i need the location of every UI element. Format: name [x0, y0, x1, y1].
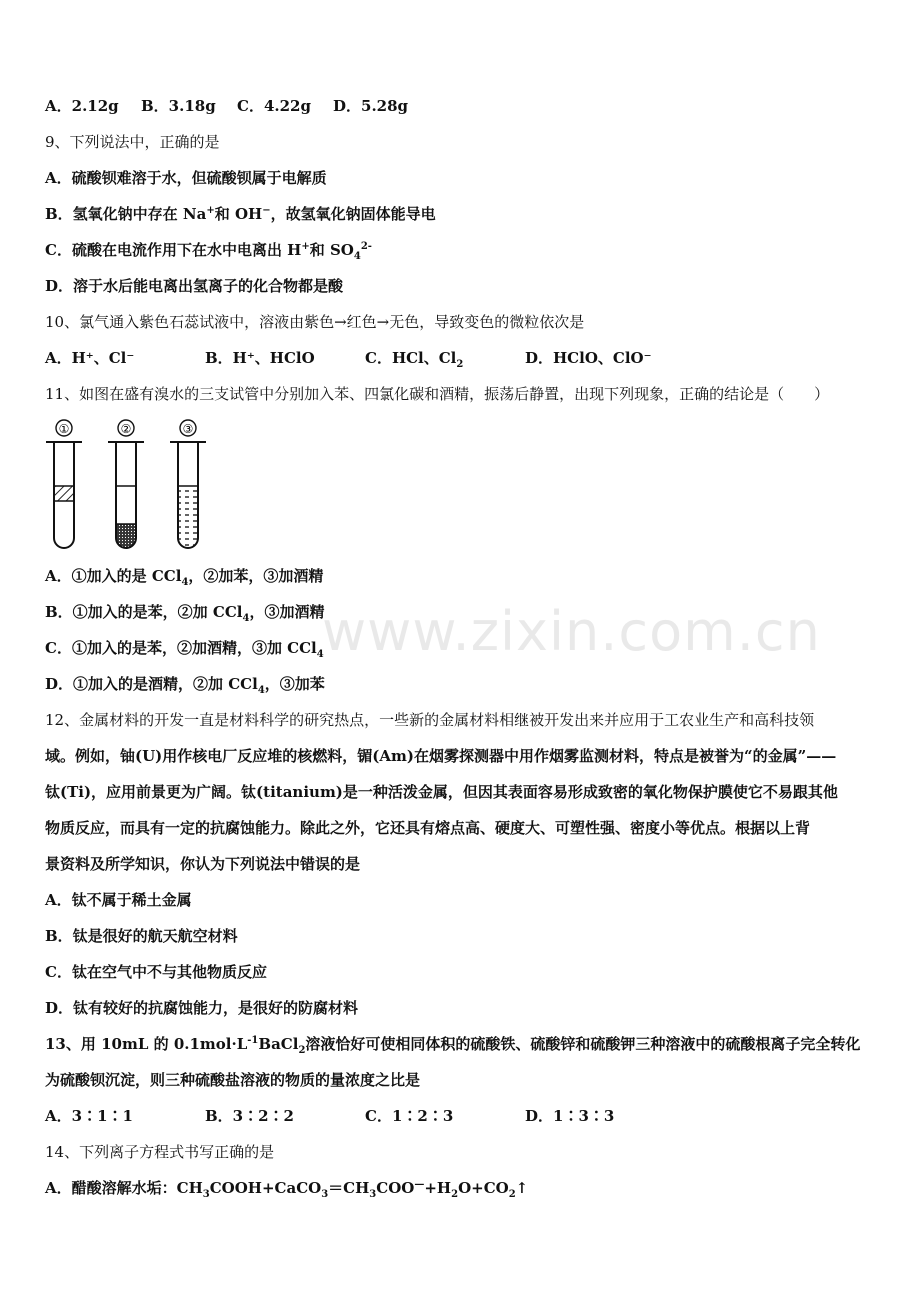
q11-stem: 11、如图在盛有溴水的三支试管中分别加入苯、四氯化碳和酒精，振荡后静置，出现下列现象，正确的结论是（ ） [45, 385, 830, 403]
tube-3 [170, 442, 206, 548]
q9-b-text-3: ，故氢氧化钠固体能导电 [270, 205, 436, 223]
q13-option-a: A．3∶1∶1 [45, 1107, 133, 1125]
q13-option-c: C．1∶2∶3 [365, 1107, 454, 1125]
q9-option-a: A．硫酸钡难溶于水，但硫酸钡属于电解质 [45, 169, 327, 187]
q8-options [45, 96, 408, 116]
q11-c-text-1: C．①加入的是苯，②加酒精，③加 CCl [45, 639, 317, 657]
q9-option-c: C．硫酸在电流作用下在水中电离出 H+和 $SO_4^{2-}$ [45, 241, 372, 262]
q14-a-text-4: COO [376, 1179, 415, 1197]
q10-options [45, 348, 652, 368]
q10-option-d: D．HClO、ClO⁻ [525, 349, 652, 367]
q11-option-b: B．①加入的是苯，②加 CCl$_4$，③加酒精 [45, 603, 325, 624]
q9-stem: 9、下列说法中，正确的是 [45, 133, 220, 151]
q9-b-text-2: 和 OH [214, 205, 263, 223]
q12-option-d: D．钛有较好的抗腐蚀能力，是很好的防腐材料 [45, 999, 359, 1017]
q11-option-c: C．①加入的是苯，②加酒精，③加 CCl$_4$ [45, 639, 324, 660]
q9-option-d: D．溶于水后能电离出氢离子的化合物都是酸 [45, 277, 344, 295]
q11-d-text-2: ，③加苯 [264, 675, 325, 693]
q12-stem-line-4: 物质反应，而具有一定的抗腐蚀能力。除此之外，它还具有熔点高、硬度大、可塑性强、密度小等优点。根据以上背 [45, 819, 811, 837]
q14-a-text-3: ＝CH [328, 1179, 370, 1197]
q14-stem: 14、下列离子方程式书写正确的是 [45, 1143, 275, 1161]
q10-option-a: A．H⁺、Cl⁻ [45, 349, 135, 367]
q9-c-text-1: C．硫酸在电流作用下在水中电离出 H [45, 241, 302, 259]
q12-option-b: B．钛是很好的航天航空材料 [45, 927, 238, 945]
q9-b-text-1: B．氢氧化钠中存在 Na [45, 205, 207, 223]
q13-stem-text-2: BaCl [258, 1035, 299, 1053]
q12-stem-line-1: 12、金属材料的开发一直是材料科学的研究热点，一些新的金属材料相继被开发出来并应用于工农业生产和高科技领 [45, 711, 815, 729]
tube-label-2: ② [120, 422, 132, 436]
tube-labels [56, 420, 196, 436]
q13-option-d: D．1∶3∶3 [525, 1107, 615, 1125]
q14-a-text-2: COOH+CaCO [209, 1179, 322, 1197]
q13-options [45, 1106, 614, 1126]
test-tubes-figure [40, 416, 220, 556]
q12-stem-line-2: 域。例如，铀(U)用作核电厂反应堆的核燃料，镅(Am)在烟雾探测器中用作烟雾监测材料，特点是被誉为“的金属”—— [45, 747, 837, 765]
q8-option-a: A．2.12g [45, 97, 119, 115]
q14-a-text-6: O+CO [458, 1179, 509, 1197]
q9-option-b: B．氢氧化钠中存在 Na+和 OH−，故氢氧化钠固体能导电 [45, 205, 436, 223]
tube-label-1: ① [58, 422, 70, 436]
q12-stem-line-5: 景资料及所学知识，你认为下列说法中错误的是 [45, 855, 361, 873]
q12-option-a: A．钛不属于稀土金属 [45, 891, 192, 909]
q11-a-text-1: A．①加入的是 CCl [45, 567, 182, 585]
q10-option-c: C．HCl、$Cl_2$ [365, 349, 464, 370]
q11-d-text-1: D．①加入的是酒精，②加 CCl [45, 675, 258, 693]
q11-a-text-2: ，②加苯，③加酒精 [188, 567, 324, 585]
q10-stem: 10、氯气通入紫色石蕊试液中，溶液由紫色→红色→无色，导致变色的微粒依次是 [45, 313, 585, 331]
q14-a-text-7: ↑ [515, 1179, 529, 1197]
q14-a-text-1: A．醋酸溶解水垢：CH [45, 1179, 203, 1197]
q8-option-d: D．5.28g [333, 97, 409, 115]
q11-b-text-2: ，③加酒精 [249, 603, 325, 621]
q14-a-text-5: +H [424, 1179, 452, 1197]
q10-c-text: C．HCl、Cl [365, 349, 457, 367]
q13-stem-text-1: 13、用 10mL 的 0.1mol·L [45, 1035, 248, 1053]
q8-option-b: B．3.18g [141, 97, 216, 115]
watermark: www.zixin.com.cn [322, 600, 821, 663]
q11-b-text-1: B．①加入的是苯，②加 CCl [45, 603, 243, 621]
q12-stem-line-3: 钛(Ti)，应用前景更为广阔。钛(titanium)是一种活泼金属，但因其表面容易形成致密的氧化物保护膜使它不易跟其他 [45, 783, 838, 801]
q11-option-d: D．①加入的是酒精，②加 CCl$_4$，③加苯 [45, 675, 325, 696]
q13-stem-line-2: 为硫酸钡沉淀，则三种硫酸盐溶液的物质的量浓度之比是 [45, 1071, 421, 1089]
q13-stem-text-3: 溶液恰好可使相同体积的硫酸铁、硫酸锌和硫酸钾三种溶液中的硫酸根离子完全转化 [305, 1035, 861, 1053]
q13-stem-line-1: 13、用 10mL 的 $0.1mol\cdot L^{-1}BaCl_2$溶液恰好可使相同体积的硫酸铁、硫酸锌和硫酸钾三种溶液中的硫酸根离子完全转化 [45, 1035, 861, 1056]
tube-2 [108, 442, 144, 548]
q13-option-b: B．3∶2∶2 [205, 1107, 294, 1125]
tube-label-3: ③ [182, 422, 194, 436]
q12-option-c: C．钛在空气中不与其他物质反应 [45, 963, 267, 981]
tube-1 [46, 442, 82, 548]
q8-option-c: C．4.22g [237, 97, 311, 115]
q11-option-a: A．①加入的是 CCl$_4$，②加苯，③加酒精 [45, 567, 324, 588]
q10-option-b: B．H⁺、HClO [205, 349, 315, 367]
q14-option-a: A．醋酸溶解水垢：$CH_3COOH+CaCO_3=CH_3COO^—+H_2O+CO_2↑$ [45, 1179, 529, 1200]
q9-c-text-2: 和 SO [309, 241, 354, 259]
